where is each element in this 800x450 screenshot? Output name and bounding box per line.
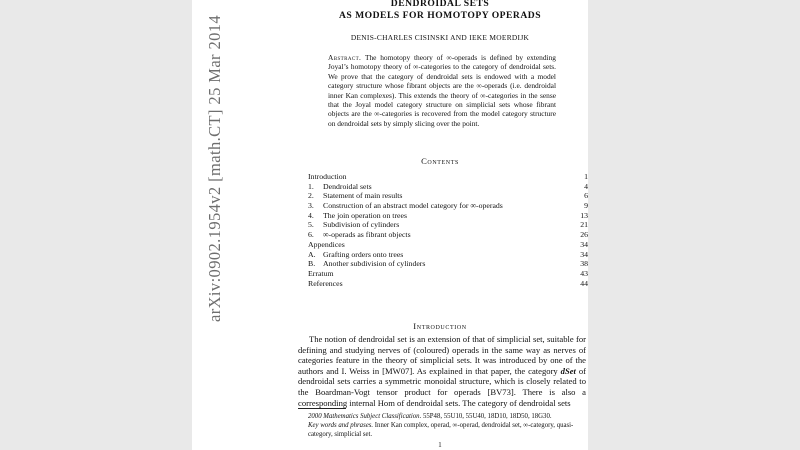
toc-entry-number: 2. bbox=[308, 191, 314, 201]
toc-entry-number: 6. bbox=[308, 230, 314, 240]
toc-entry-title: The join operation on trees bbox=[323, 210, 408, 220]
toc-entry-number: 4. bbox=[308, 210, 314, 220]
toc-entry-page: 34 bbox=[580, 249, 588, 259]
toc-entry-number: 3. bbox=[308, 201, 314, 211]
introduction-paragraph bbox=[298, 334, 586, 408]
toc-entry-page: 6 bbox=[584, 191, 588, 201]
toc-entry[interactable] bbox=[308, 279, 588, 289]
table-of-contents bbox=[308, 172, 588, 288]
dset-symbol: dSet bbox=[560, 365, 576, 376]
toc-entry-title: Grafting orders onto trees bbox=[323, 249, 404, 259]
toc-entry[interactable] bbox=[308, 240, 588, 250]
contents-heading: Contents bbox=[421, 156, 459, 166]
toc-entry[interactable] bbox=[308, 211, 588, 221]
introduction-heading: Introduction bbox=[413, 321, 467, 331]
toc-entry-page: 43 bbox=[580, 268, 588, 278]
abstract-label: Abstract. bbox=[328, 53, 362, 62]
abstract bbox=[328, 53, 556, 128]
toc-entry[interactable] bbox=[308, 230, 588, 240]
intro-text-end: of dendroidal sets carries a symmetric monoidal structure, which is closely related to the Boardman-Vogt tensor product for operads [BV73]. There is also a corresponding internal Hom of dendroidal sets. The category of dendroidal sets bbox=[298, 365, 586, 408]
toc-entry-number: 1. bbox=[308, 181, 314, 191]
toc-entry-page: 38 bbox=[580, 259, 588, 269]
toc-entry-title: Dendroidal sets bbox=[323, 181, 372, 191]
toc-entry-page: 44 bbox=[580, 278, 588, 288]
toc-entry-title: Another subdivision of cylinders bbox=[323, 259, 426, 269]
toc-entry-title: References bbox=[308, 278, 343, 288]
toc-entry-title: Subdivision of cylinders bbox=[323, 220, 400, 230]
toc-entry-page: 21 bbox=[580, 220, 588, 230]
toc-entry-page: 9 bbox=[584, 201, 588, 211]
intro-text-start: The notion of dendroidal set is an extension of that of simplicial set, suitable for defining and studying nerves of (coloured) operads in the same way as nerves of categories feature in the theory of simplicial sets. It was introduced by one of the authors and I. Weiss in [MW07]. As explained in that paper, the category bbox=[298, 334, 586, 376]
paper-authors: DENIS-CHARLES CISINSKI AND IEKE MOERDIJK bbox=[350, 33, 530, 42]
msc-label: 2000 Mathematics Subject Classification. bbox=[308, 413, 422, 420]
footnote bbox=[298, 413, 588, 439]
page-number: 1 bbox=[438, 442, 442, 449]
toc-entry-page: 26 bbox=[580, 230, 588, 240]
toc-entry[interactable] bbox=[308, 250, 588, 260]
toc-entry-page: 13 bbox=[580, 210, 588, 220]
toc-entry-title: Statement of main results bbox=[323, 191, 403, 201]
toc-entry-page: 1 bbox=[584, 172, 588, 181]
abstract-text: The homotopy theory of ∞-operads is defined by extending Joyal’s homotopy theory of ∞-categories to the category of dendroidal sets. We prove that the category of dendroidal sets is endowed with a model category structure whose fibrant objects are the ∞-operads (i.e. dendroidal inner Kan complexes). This extends the theory of ∞-categories in the sense that the Joyal model category structure on simplicial sets whose fibrant objects are the ∞-categories is recovered from the model category structure on dendroidal sets by simply slicing over the point. bbox=[328, 53, 557, 128]
paper-title-line-2: AS MODELS FOR HOMOTOPY OPERADS bbox=[338, 10, 542, 21]
toc-entry[interactable] bbox=[308, 172, 588, 182]
toc-entry-title: Appendices bbox=[308, 239, 345, 249]
toc-entry-title: Introduction bbox=[308, 172, 347, 181]
toc-entry[interactable] bbox=[308, 191, 588, 201]
toc-entry[interactable] bbox=[308, 201, 588, 211]
arxiv-identifier[interactable]: arXiv:0902.1954v2 [math.CT] 25 Mar 2014 bbox=[205, 14, 224, 322]
toc-entry-title: Construction of an abstract model category for ∞-operads bbox=[323, 201, 503, 211]
toc-entry[interactable] bbox=[308, 182, 588, 192]
toc-entry-number: B. bbox=[308, 259, 316, 269]
toc-entry-title: Erratum bbox=[308, 268, 334, 278]
toc-entry[interactable] bbox=[308, 220, 588, 230]
toc-entry[interactable] bbox=[308, 269, 588, 279]
toc-entry-page: 34 bbox=[580, 239, 588, 249]
paper-title-line-1: DENDROIDAL SETS bbox=[390, 0, 490, 9]
footnote-rule bbox=[298, 408, 346, 409]
toc-entry-number: A. bbox=[308, 249, 316, 259]
toc-entry-page: 4 bbox=[584, 181, 588, 191]
msc-codes: 55P48, 55U10, 55U40, 18D10, 18D50, 18G30. bbox=[421, 413, 552, 420]
keywords-label: Key words and phrases. bbox=[308, 421, 374, 429]
toc-entry-title: ∞-operads as fibrant objects bbox=[323, 230, 411, 240]
toc-entry[interactable] bbox=[308, 259, 588, 269]
keywords-text: Inner Kan complex, operad, ∞-operad, dendroidal set, ∞-category, quasi-category, simplicial set. bbox=[308, 421, 574, 438]
toc-entry-number: 5. bbox=[308, 220, 314, 230]
